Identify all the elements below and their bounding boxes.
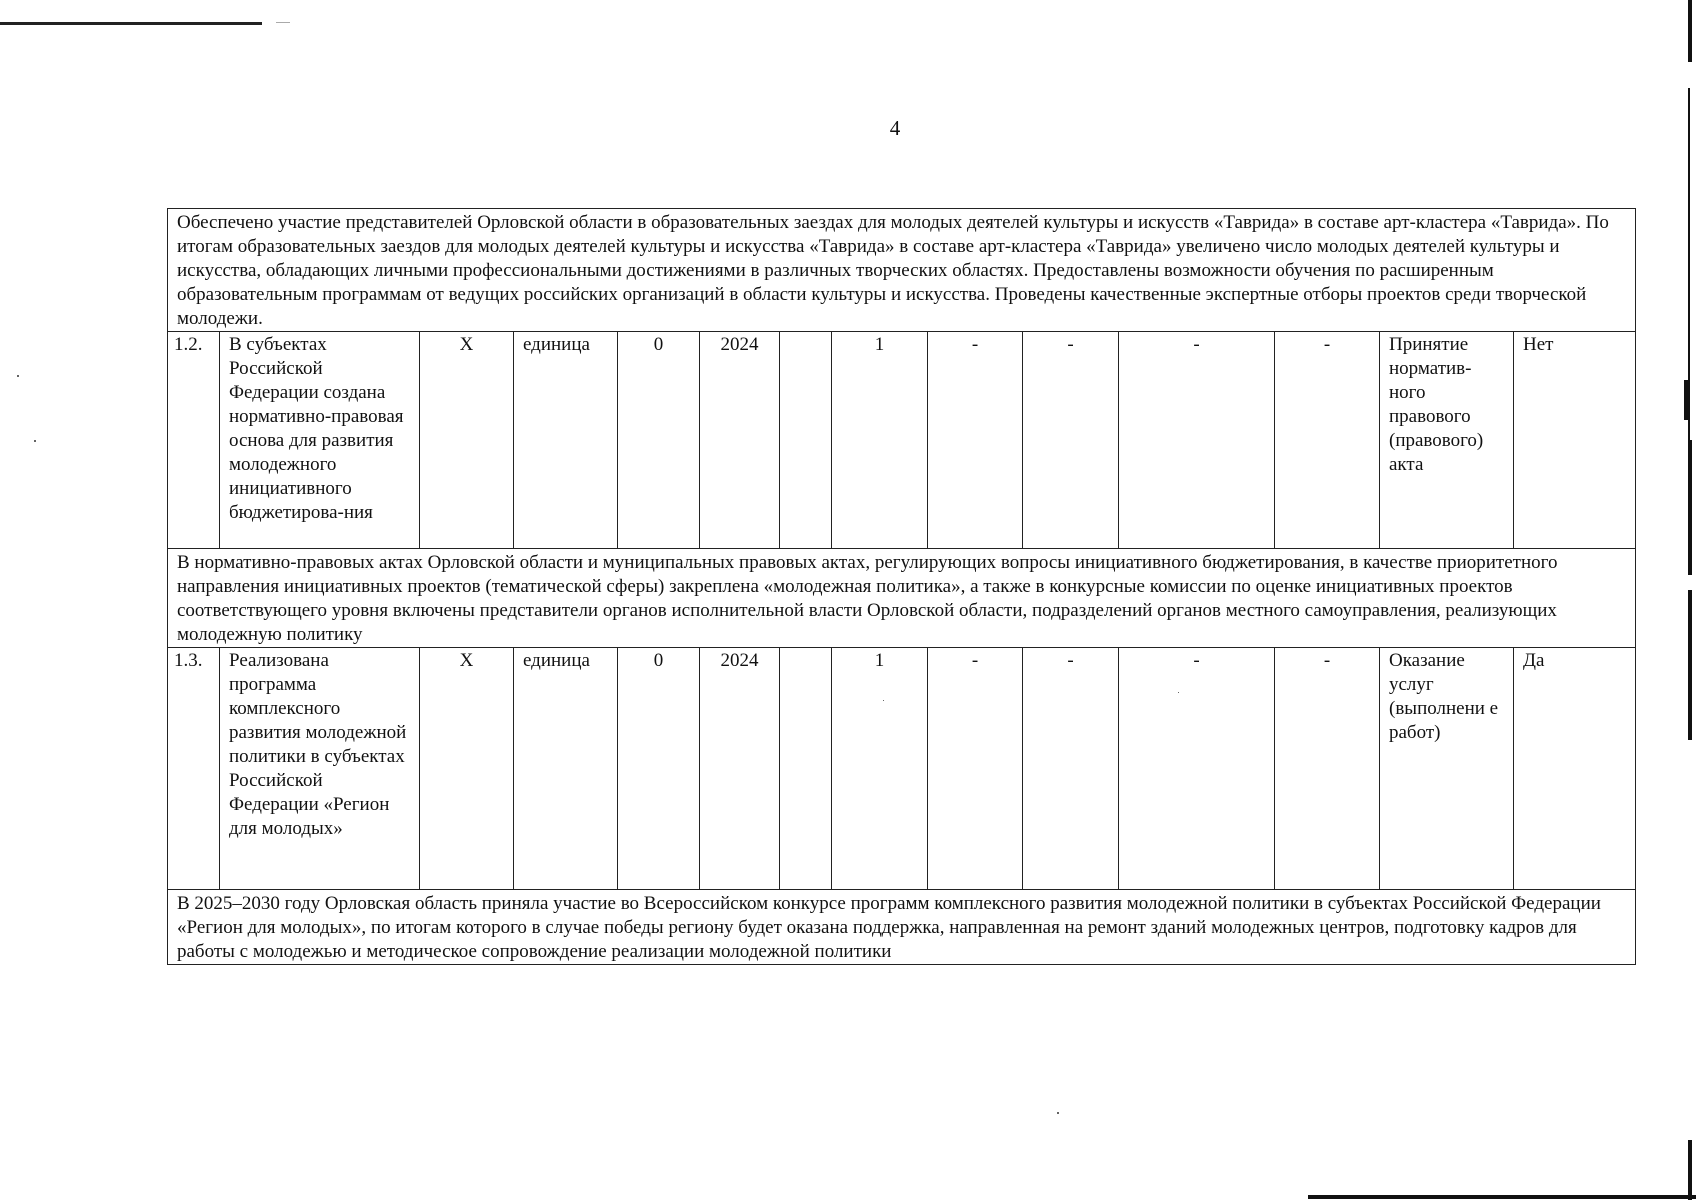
scan-artifact-line [1308, 1195, 1696, 1199]
row-number: 1.2. [168, 332, 220, 549]
value-cell: - [928, 648, 1023, 890]
empty-cell [780, 332, 832, 549]
base-value-cell: 0 [618, 332, 700, 549]
type-cell: Принятие норматив-ного правового (правового) акта [1380, 332, 1514, 549]
value-cell: 1 [832, 332, 928, 549]
value-cell: - [928, 332, 1023, 549]
mark-cell: X [420, 332, 514, 549]
table-row [168, 648, 1636, 890]
value-cell: 1 [832, 648, 928, 890]
value-cell: - [1119, 648, 1275, 890]
value-cell: - [1023, 648, 1119, 890]
value-cell: - [1119, 332, 1275, 549]
scan-speck [34, 440, 36, 442]
value-cell: - [1023, 332, 1119, 549]
empty-cell [780, 648, 832, 890]
page-number: 4 [889, 116, 901, 140]
unit-cell: единица [514, 332, 618, 549]
table-row [168, 332, 1636, 549]
type-cell: Оказание услуг (выполнени е работ) [1380, 648, 1514, 890]
note-row [168, 890, 1636, 965]
note-text: Обеспечено участие представителей Орловской области в образовательных заездах для молодых деятелей культуры и искусств «Таврида» в составе арт-кластера «Таврида». По итогам образовательных заездов для молодых деятелей культуры и искусства «Таврида» в составе арт-кластера «Таврида» увеличено число молодых деятелей культуры и искусства, обладающих личными профессиональными достижениями в различных творческих областях. Предоставлены возможности обучения по расширенным образовательным программам от ведущих российских организаций в области культуры и искусства. Проведены качественные экспертные отборы проектов среди творческой молодежи. [168, 209, 1636, 332]
scan-artifact-line [0, 22, 262, 25]
base-year-cell: 2024 [700, 332, 780, 549]
flag-cell: Нет [1514, 332, 1636, 549]
base-year-cell: 2024 [700, 648, 780, 890]
mark-cell: X [420, 648, 514, 890]
flag-cell: Да [1514, 648, 1636, 890]
unit-cell: единица [514, 648, 618, 890]
note-row [168, 209, 1636, 332]
scan-edge [1682, 0, 1696, 1200]
value-cell: - [1275, 648, 1380, 890]
note-text: В нормативно-правовых актах Орловской области и муниципальных правовых актах, регулирующих вопросы инициативного бюджетирования, в качестве приоритетного направления инициативных проектов (тематической сферы) закреплена «молодежная политика», а также в конкурсные комиссии по оценке инициативных проектов соответствующего уровня включены представители органов исполнительной власти Орловской области, подразделений органов местного самоуправления, реализующих молодежную политику [168, 549, 1636, 648]
scan-artifact-line [276, 22, 290, 23]
note-text: В 2025–2030 году Орловская область приняла участие во Всероссийском конкурсе программ комплексного развития молодежной политики в субъектах Российской Федерации «Регион для молодых», по итогам которого в случае победы региону будет оказана поддержка, направленная на ремонт зданий молодежных центров, подготовку кадров для работы с молодежью и методическое сопровождение реализации молодежной политики [168, 890, 1636, 965]
indicators-table [167, 208, 1636, 965]
value-cell: - [1275, 332, 1380, 549]
indicator-name: Реализована программа комплексного развития молодежной политики в субъектах Российской Федерации «Регион для молодых» [220, 648, 420, 890]
scan-speck [17, 375, 19, 377]
base-value-cell: 0 [618, 648, 700, 890]
indicator-name: В субъектах Российской Федерации создана нормативно-правовая основа для развития молодежного инициативного бюджетирова-ния [220, 332, 420, 549]
note-row [168, 549, 1636, 648]
row-number: 1.3. [168, 648, 220, 890]
scan-speck [1057, 1112, 1059, 1114]
